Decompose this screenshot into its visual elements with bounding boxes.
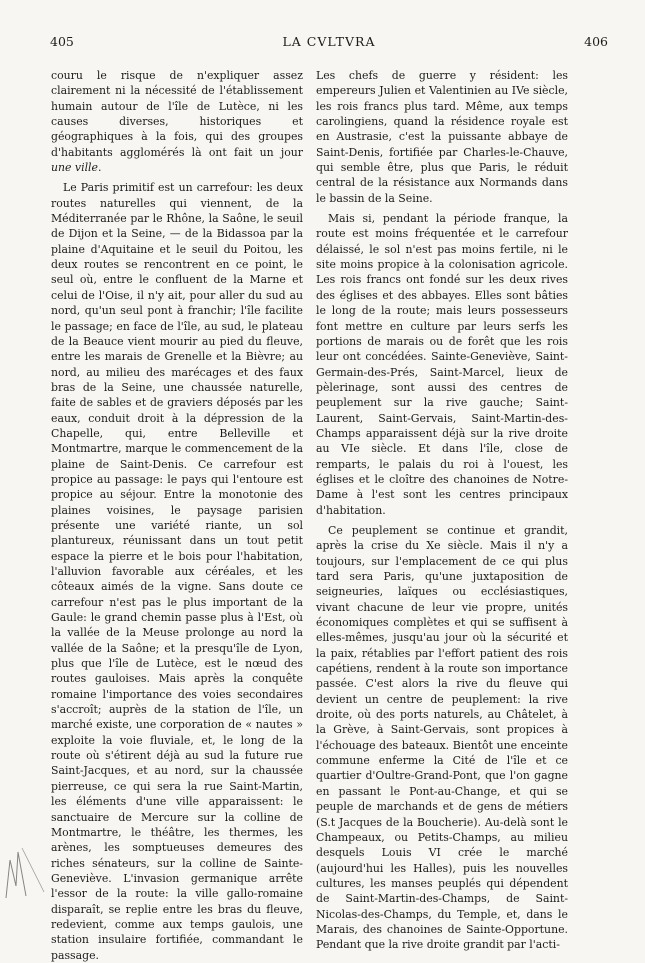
running-header <box>50 34 608 50</box>
right-column <box>316 68 568 952</box>
running-title: LA CVLTVRA <box>282 34 376 49</box>
right-paragraph-2: Mais si, pendant la période franque, la route est moins fréquentée et le carrefour délaissé, le sol n'est pas moins fertile, ni le site moins propice à la colonisation agricole. Les rois francs ont fondé sur les deux rives des églises et des abbayes. Elles sont bâties le long de la route; mais leurs possesseurs font mettre en culture par leurs serfs les portions de marais ou de forêt que les rois leur ont concédées. Sainte-Geneviève, Saint-Germain-des-Prés, Saint-Marcel, lieux de pèlerinage, sont aussi des centres de peuplement sur la rive gauche; Saint-Laurent, Saint-Gervais, Saint-Martin-des-Champs apparaissent déjà sur la rive droite au VIe siècle. Et dans l'île, close de remparts, le palais du roi à l'ouest, les églises et le cloître des chanoines de Notre-Dame à l'est sont les centres principaux d'habitation. <box>316 212 568 517</box>
right-paragraph-1: Les chefs de guerre y résident: les empereurs Julien et Valentinien au IVe siècle, les rois francs plus tard. Même, aux temps carolingiens, quand la résidence royale est en Austrasie, c'est la puissante abbaye de Saint-Denis, fortifiée par Charles-le-Chauve, qui semble être, plus que Paris, le réduit central de la résistance aux Normands dans le bassin de la Seine. <box>316 69 568 205</box>
left-paragraph-2: Le Paris primitif est un carrefour: les deux routes naturelles qui viennent, de la Méditerranée par le Rhône, la Saône, le seuil de Dijon et la Seine, — de la Bidassoa par la plaine d'Aquitaine et le seuil du Poitou, les deux routes se rencontrent en ce point, le seul où, entre le confluent de la Marne et celui de l'Oise, il n'y ait, pour aller du sud au nord, qu'un seul pont à franchir; l'île facilite le passage; en face de l'île, au sud, le plateau de la Beauce vient mourir au pied du fleuve, entre les marais de Grenelle et la Bièvre; au nord, au milieu des marécages et des faux bras de la Seine, une chaussée naturelle, faite de sables et de graviers déposés par les eaux, conduit droit à la dépression de la Chapelle, qui, entre Belleville et Montmartre, marque le commencement de la plaine de Saint-Denis. Ce carrefour est propice au passage: le pays qui l'entoure est propice au séjour. Entre la monotonie des plaines voisines, le paysage parisien présente une variété riante, un sol plantureux, réunissant dans un tout petit espace la pierre et le bois pour l'habitation, l'alluvion favorable aux céréales, et les côteaux aimés de la vigne. Sans doute ce carrefour n'est pas le plus important de la Gaule: le grand chemin passe plus à l'Est, où la vallée de la Meuse prolonge au nord la vallée de la Saône; et la presqu'île de Lyon, plus que l'île de Lutèce, est le nœud des routes gauloises. Mais après la conquête romaine l'importance des voies secondaires s'accroît; auprès de la station de l'île, un marché existe, une corporation de « nautes » exploite la voie fluviale, et, le long de la route où s'étirent déjà au sud la future rue Saint-Jacques, et au nord, sur la chaussée pierreuse, ce qui sera la rue Saint-Martin, les éléments d'une ville apparaissent: le sanctuaire de Mercure sur la colline de Montmartre, le théâtre, les thermes, les arènes, les somptueuses demeures des riches sénateurs, sur la colline de Sainte-Geneviève. L'invasion germanique arrête l'essor de la route: la ville gallo-romaine disparaît, se replie entre les bras du fleuve, redevient, comme aux temps gaulois, une station insulaire fortifiée, commandant le passage. <box>51 181 303 962</box>
right-paragraph-3: Ce peuplement se continue et grandit, après la crise du Xe siècle. Mais il n'y a toujours, sur l'emplacement de ce qui plus tard sera Paris, qu'une juxtaposition de seigneuries, laïques ou ecclésiastiques, vivant chacune de leur vie propre, unités économiques complètes et qui se suffisent à elles-mêmes, jusqu'au jour où la sécurité et la paix, rétablies par l'effort patient des rois capétiens, rendent à la route son importance passée. C'est alors la rive du fleuve qui devient un centre de peuplement: la rive droite, où des ports naturels, au Châtelet, à la Grève, à Saint-Gervais, sont propices à l'échouage des bateaux. Bientôt une enceinte commune enferme la Cité de l'île et ce quartier d'Oultre-Grand-Pont, que l'on gagne en passant le Pont-au-Change, et qui se peuple de marchands et de gens de métiers (S.t Jacques de la Boucherie). Au-delà sont le Champeaux, ou Petits-Champs, au milieu desquels Louis VI crée le marché (aujourd'hui les Halles), puis les nouvelles cultures, les manses peuplés qui dépendent de Saint-Martin-des-Champs, de Saint-Nicolas-des-Champs, du Temple, et, dans le Marais, des chanoines de Sainte-Opportune. Pendant que la rive droite grandit par l'acti- <box>316 523 568 952</box>
pencil-scribble-mark <box>0 838 60 900</box>
left-p1-text: couru le risque de n'expliquer assez clairement ni la nécessité de l'établissement humain autour de l'île de Lutèce, ni les causes diverses, historiques et géographiques à la fois, qui des groupes d'habitants agglomérés là ont fait un jour <box>51 69 303 159</box>
left-column <box>51 68 303 962</box>
left-p1-italic: une ville <box>51 161 98 175</box>
left-p1-end: . <box>97 161 102 175</box>
page-number-left: 405 <box>50 34 74 49</box>
left-paragraph-1 <box>51 68 303 175</box>
page-number-right: 406 <box>584 34 608 49</box>
